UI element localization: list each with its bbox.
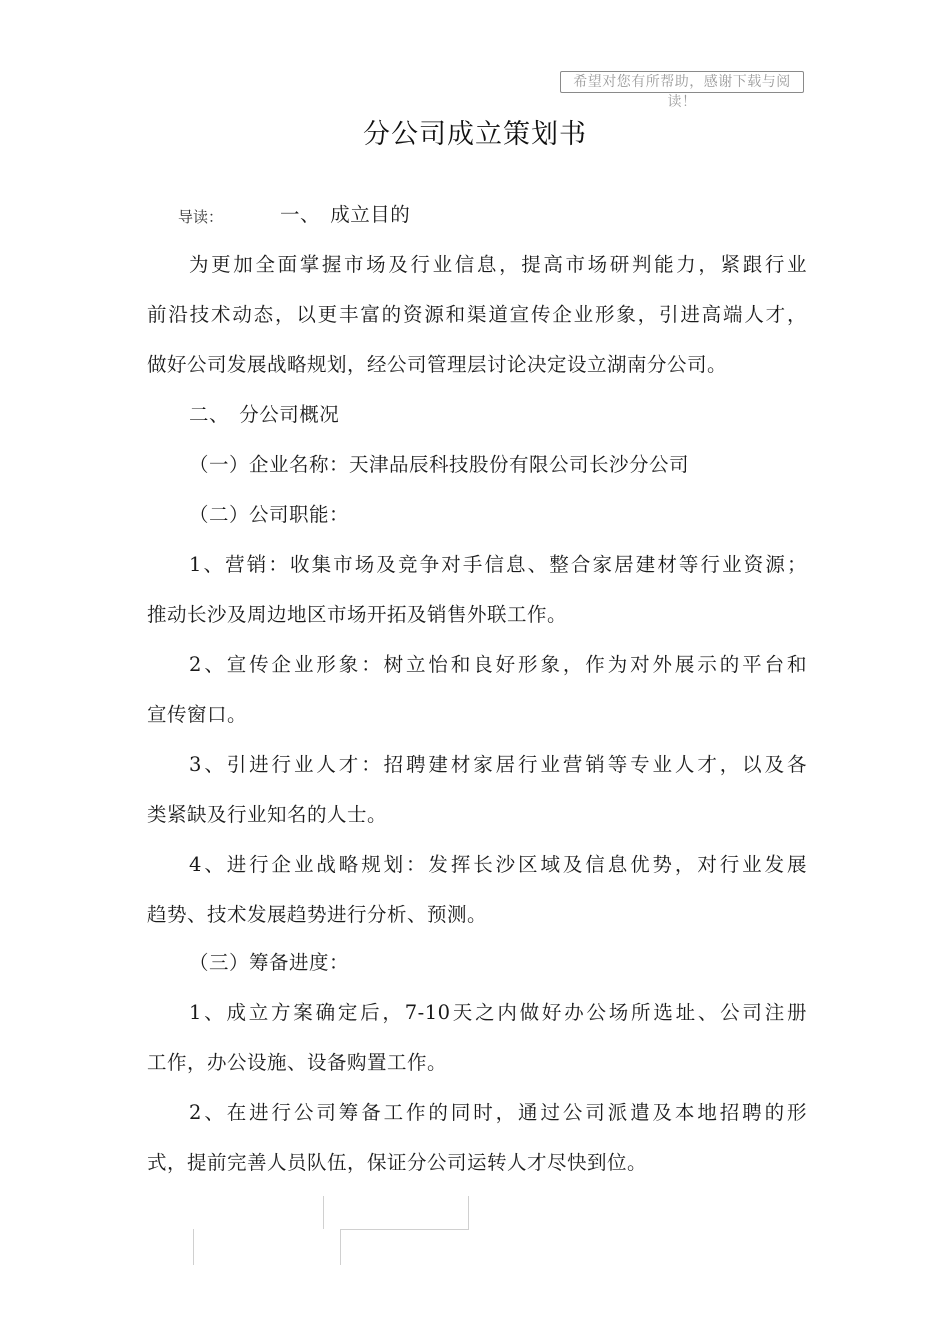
list-item-line: 趋势、技术发展趋势进行分析、预测。	[147, 903, 488, 926]
list-item-line: 2、宣传企业形象：树立怡和良好形象，作为对外展示的平台和	[189, 653, 807, 676]
list-item-line: 推动长沙及周边地区市场开拓及销售外联工作。	[147, 603, 568, 626]
table-border-fragment	[468, 1196, 469, 1229]
table-border-fragment	[340, 1229, 469, 1230]
list-item-line: 1、成立方案确定后，7-10天之内做好办公场所选址、公司注册	[189, 1001, 807, 1024]
section-heading-1: 一、 成立目的	[280, 203, 411, 226]
list-item-line: 3、引进行业人才：招聘建材家居行业营销等专业人才，以及各	[189, 753, 807, 776]
list-item-line: 2、在进行公司筹备工作的同时，通过公司派遣及本地招聘的形	[189, 1101, 807, 1124]
subheading-functions: （二）公司职能：	[189, 503, 350, 526]
list-item-line: 宣传窗口。	[147, 703, 248, 726]
list-item-line: 式，提前完善人员队伍，保证分公司运转人才尽快到位。	[147, 1151, 648, 1174]
watermark-banner: 希望对您有所帮助，感谢下载与阅读！	[560, 71, 804, 93]
document-title: 分公司成立策划书	[363, 119, 587, 150]
table-border-fragment	[340, 1229, 341, 1265]
list-item-line: 1、营销：收集市场及竞争对手信息、整合家居建材等行业资源；	[189, 553, 807, 576]
section-heading-2: 二、 分公司概况	[189, 403, 340, 426]
list-item-line: 4、进行企业战略规划：发挥长沙区域及信息优势，对行业发展	[189, 853, 807, 876]
paragraph-line: 做好公司发展战略规划，经公司管理层讨论决定设立湖南分公司。	[147, 353, 728, 376]
list-item-line: 工作，办公设施、设备购置工作。	[147, 1051, 448, 1074]
company-name-line: （一）企业名称：天津品辰科技股份有限公司长沙分公司	[189, 453, 690, 476]
list-item-line: 类紧缺及行业知名的人士。	[147, 803, 388, 826]
paragraph-line: 前沿技术动态，以更丰富的资源和渠道宣传企业形象，引进高端人才，	[147, 303, 807, 326]
table-border-fragment	[323, 1196, 324, 1229]
paragraph-line: 为更加全面掌握市场及行业信息，提高市场研判能力，紧跟行业	[189, 253, 807, 276]
guide-label: 导读：	[178, 208, 224, 226]
subheading-progress: （三）筹备进度：	[189, 951, 350, 974]
table-border-fragment	[193, 1229, 194, 1265]
